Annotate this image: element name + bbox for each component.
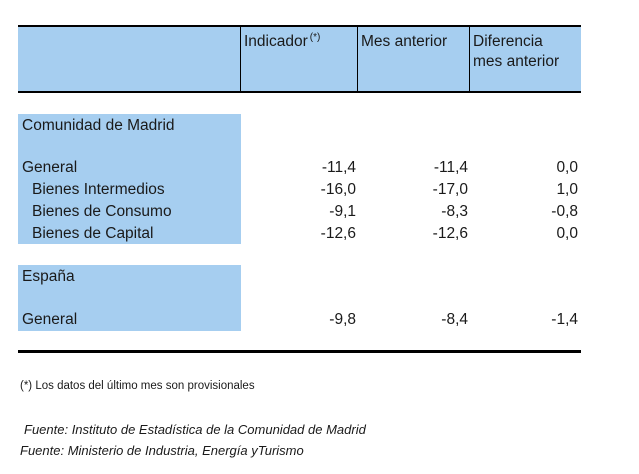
region-espana: España bbox=[22, 268, 75, 285]
value-mes-anterior: -8,3 bbox=[441, 203, 468, 220]
value-diferencia: -0,8 bbox=[551, 203, 578, 220]
value-mes-anterior: -8,4 bbox=[441, 311, 468, 328]
header-mes-anterior: Mes anterior bbox=[361, 33, 448, 50]
source-line: Fuente: Instituto de Estadística de la Comunidad de Madrid bbox=[24, 422, 366, 437]
value-diferencia: 0,0 bbox=[556, 159, 578, 176]
column-divider bbox=[469, 27, 470, 91]
header-indicador bbox=[244, 32, 320, 52]
value-indicador: -11,4 bbox=[321, 159, 356, 176]
value-indicador: -12,6 bbox=[320, 225, 356, 242]
value-diferencia: 0,0 bbox=[556, 225, 578, 242]
value-mes-anterior: -12,6 bbox=[432, 225, 468, 242]
value-mes-anterior: -17,0 bbox=[432, 181, 468, 198]
column-divider bbox=[240, 27, 241, 91]
source-line: Fuente: Ministerio de Industria, Energía yTurismo bbox=[20, 443, 304, 458]
table-bottom-rule bbox=[18, 350, 581, 353]
value-indicador: -9,8 bbox=[329, 311, 356, 328]
row-label: General bbox=[22, 159, 78, 176]
value-diferencia: 1,0 bbox=[556, 181, 578, 198]
header-indicador-label: Indicador bbox=[244, 33, 308, 50]
footnote: (*) Los datos del último mes son provisionales bbox=[20, 380, 255, 392]
value-indicador: -9,1 bbox=[329, 203, 356, 220]
row-label: Bienes de Consumo bbox=[32, 203, 172, 220]
row-label: Bienes de Capital bbox=[32, 225, 154, 242]
region-madrid: Comunidad de Madrid bbox=[22, 117, 175, 134]
column-divider bbox=[357, 27, 358, 91]
header-diferencia-line2: mes anterior bbox=[473, 53, 560, 70]
header-diferencia bbox=[473, 32, 559, 72]
header-indicador-mark: (*) bbox=[309, 31, 321, 43]
value-mes-anterior: -11,4 bbox=[433, 159, 468, 176]
value-indicador: -16,0 bbox=[320, 181, 356, 198]
header-diferencia-line1: Diferencia bbox=[473, 33, 543, 50]
row-label: General bbox=[22, 311, 78, 328]
table-header bbox=[18, 25, 581, 93]
row-label: Bienes Intermedios bbox=[32, 181, 165, 198]
value-diferencia: -1,4 bbox=[551, 311, 578, 328]
